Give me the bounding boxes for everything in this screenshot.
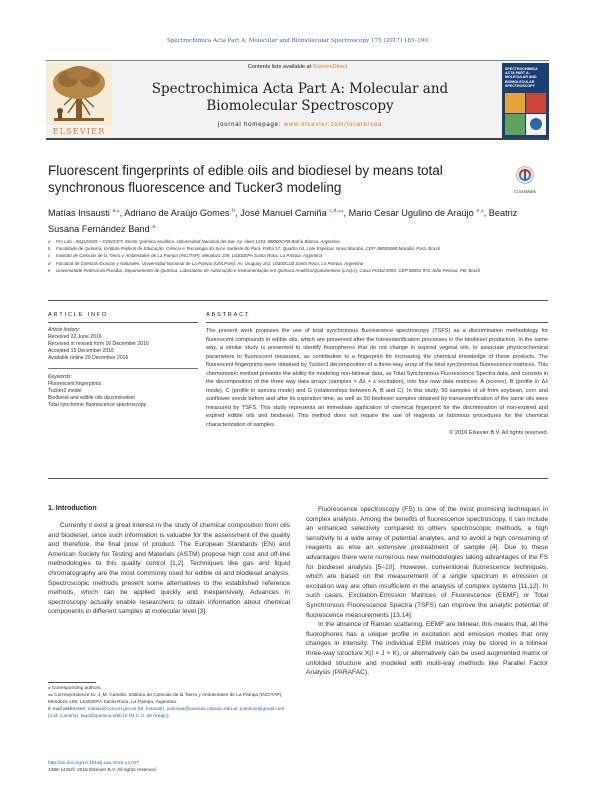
keywords-label: Keywords: [48,374,72,380]
keyword-item: Total synchronic fluorescence spectroscopy [48,402,147,408]
affiliation-key: e [48,267,51,273]
author-name[interactable]: Beatriz Susana Fernández Band [48,208,518,234]
sciencedirect-link[interactable]: ScienceDirect [312,64,348,70]
author-affiliation-marker[interactable]: a [152,223,156,230]
author-affiliation-marker[interactable]: a,⁎ [112,208,120,214]
contents-line [46,64,549,70]
affiliation-key: c [48,253,51,259]
journal-title: Spectrochimica Acta Part A: Molecular and Biomolecular Spectroscopy [151,81,449,114]
journal-homepage [110,122,490,128]
affiliations [48,238,548,274]
history-item: Received in revised form 16 December 2016 [48,341,149,347]
keyword-item: Fluorescent fingerprints [48,381,102,387]
affiliation-text: Facultad de Ciencias Exactas y Naturales, Universidad Nacional de La Pampa (UNLPam), Av. Uruguay 151, L6300CLB Santa Rosa, La Pampa, Argentina [56,260,364,266]
intro-right-paragraph: In the absence of Raman scattering, EEMF are bilinear, this means that, all the fluorophores has a unique profile in excitation and emission modes that only changes in intensity. The individual EEM matrices may be stored in a trilinear three-way structure X(I × J × K), or alternatively can be used augmented matrix or unfolded structure and modeled with multi-way methods like Parallel Factor Analysis (PARAFAC), [306,621,548,677]
footnote-correspondence: ⁎⁎ Correspondence to: J. M. Camiña, Instituto de Ciencias de la Tierra y Ambientales de La Pampa (INCITAP), Mendoza 109, L6302EPA Santa Rosa, La Pampa, Argentina. [48,692,283,705]
intro-right-column [306,505,548,678]
cover-title: SPECTROCHIMICA ACTA PART A: MOLECULAR AND BIOMOLECULAR SPECTROSCOPY [505,67,538,88]
article-title: Fluorescent fingerprints of edible oils and biodiesel by means total synchronous fluorescence and Tucker3 modeling [48,163,443,195]
issn-copyright: 1386-1425/© 2016 Elsevier B.V. All rights reserved. [48,767,157,773]
affiliation-item [48,252,548,259]
history-item: Received 22 June 2016 [48,334,102,340]
footnotes [48,686,290,721]
keyword-item: Biodiesel and edible oils discrimination [48,395,136,401]
author-affiliation-marker[interactable]: e,⁎ [476,208,484,214]
contents-prefix: Contents lists available at [247,64,313,70]
affiliation-item [48,245,548,252]
author-name[interactable]: Matías Insausti [48,208,110,219]
intro-heading: 1. Introduction [48,505,97,512]
email-label: E-mail addresses: [48,706,87,712]
email-addresses[interactable]: matias@conicet.gov.ar (M. Insausti), jcaminia@exactas.unlpam.edu.ar, jcaminia@gmail.com (J.M. Camiña), laqa@quimica.ufpb.br (M.C.U. de Araújo). [48,706,285,719]
affiliation-text: Universidade Federal da Paraíba, Departamento de Química, Laboratório de Automação e Instrumentação em Química Analítica/Quimiometria (LAQA), Caixa Postal 5093, CEP 58051-970 João Pessoa, PB, Brazil [56,267,480,273]
journal-cover-image [502,63,549,138]
author-name[interactable]: Adriano de Araújo Gomes [124,208,230,219]
cover-artwork [505,93,546,135]
author-list: Matías Insausti $^{a,⁎}$, Adriano de Araújo Gomes $^b$, José Manuel Camiña $^{c,d,⁎⁎}$, Mario Cesar Ugulino de Araújo $^{e,⁎}$, Beatriz Susana Fernández Band $^a$ [48,208,518,234]
intro-right-paragraph: Fluorescence spectroscopy (FS) is one of the most promising techniques in complex analysis. Among the benefits of fluorescence spectroscopy, it can include an enhanced selectivity compared to others spectroscopic methods, a high sensitivity to a wide array of potential analytes, and to avoid a high consuming of reagents as else an extensive pretreatment of sample [4]. Due to these advantages there were numerous new methodologies taking advantages of the FS for biodiesel analysis [5–10]. However, conventional fluorescence techniques, which are based on the measurement of a single spectrum in emission or excitation way are often insufficient in the analysis of complex systems [11,12]. In such cases, Excitation-Emission Matrices of Fluorescence (EEMF) or Total Synchronous Fluorescence Spectra (TSFS) can improve the analytic potential of fluorescence measurements [13,14]. [306,506,548,619]
article-info-caption-wrap [48,312,198,318]
elsevier-wordmark: ELSEVIER [52,127,106,136]
crossmark-badge[interactable] [505,166,545,194]
intro-left-paragraph: Currently it exist a great interest in the study of chemical composition from oils and biodiesel, since such information is valuable for the assessment of the quality and therefore, the final price of product. The European Standards (EN) and American Society for Testing and Materials (ASTM) propose high cost and off-line methodologies to this quality control [1,2]. Techniques like gas and liquid chromatography are the most commonly used for edible oil and biodiesel analysis. Spectroscopic methods present some alternatives to the established reference methods, which can be applied quickly and inexpensively. Advances in spectroscopy actually enable researchers to obtain information about chemical components in different samples at molecular level [3]. [48,522,290,616]
section-divider-bottom [48,478,548,479]
footnote-corresponding: ⁎ Corresponding authors. [48,686,102,691]
history-label: Article history: [48,327,80,333]
footnote-emails [48,707,290,721]
affiliation-text: Faculdade de Química, Instituto Federal de Educação, Ciência e Tecnologia do Sul e Sudeste do Pará, Folha 17, Quadra 04, Lote Especial, Nova Marabá, CEP: 68505080 Marabá, Pará, Brazil [56,246,440,252]
elsevier-tree-logo [46,63,112,125]
abstract-copyright: © 2016 Elsevier B.V. All rights reserved. [449,429,548,436]
author-name[interactable]: Mario Cesar Ugulino de Araújo [348,208,474,219]
abstract-rule [206,322,548,323]
affiliation-item [48,260,548,267]
article-info-rule [48,322,198,323]
affiliation-key: b [48,246,51,252]
history-item: Accepted 19 December 2016 [48,348,114,354]
author-affiliation-marker[interactable]: b [232,208,236,214]
crossmark-icon [516,166,534,184]
affiliation-key: d [48,260,51,266]
article-info-caption: ARTICLE INFO [48,312,109,318]
footnote-rule [48,682,96,683]
article-info [48,327,198,409]
affiliation-key: a [48,239,51,244]
keyword-item: Tucker3 model [48,388,82,394]
abstract [206,327,548,436]
homepage-prefix: journal homepage: [217,122,284,128]
crossmark-label: CrossMark [514,189,536,194]
affiliation-text: FIA Lab., INQUISUR – CONICET, Sector Química Analítica, Universidad Nacional del Sur. Av. Alem 1253, B8000CPB Bahía Blanca, Argentina [56,239,340,244]
abstract-caption: ABSTRACT [206,312,251,318]
history-item: Available online 29 December 2016 [48,355,129,361]
section-divider [48,300,548,301]
abstract-body: The present work proposes the use of total synchronous fluorescence spectroscopy (TSFS) as a discrimination methodology for fluorescent compounds in edible oils, which are preserved after the transesterification processes in the biodiesel production. In the same way, a similar study is presented to identify fluorophores that do not change in expired vegetal oils, to associate physicochemical parameters to fluorescent measures, as contribution to a fingerprint for increasing the chemical knowledge of these products. The fluorescent fingerprints were obtained by Tucker3 decomposition of a three-way array of the total synchronous fluorescence matrices. This chemometric method presents the ability for modeling non-bilinear data, as Total Synchronous Fluorescence Spectra data, and consists in the decomposition of the three way data arrays (samples × Δλ × λ excitation), into four new data matrices: A (scores), B (profile in Δλ mode), C (profile in spectra mode) and G (relationships between A, B and C). In this study, 50 samples of oil from soybean, corn and sunflower seeds before and after its expiration time, as well as 50 biodiesel samples obtained by transesterification of the same oils were measured by TSFS. This study represents an immediate application of chemical fingerprint for the discrimination of non-expired and expired edible oils and biodiesel. This method does not require the use of reagents or laborious procedures for the chemical characterization of samples. [206,328,548,429]
info-divider [48,368,198,369]
journal-reference[interactable]: Spectrochimica Acta Part A: Molecular and Biomolecular Spectroscopy 175 (2017) 185–190 [167,38,428,44]
affiliation-item [48,238,548,245]
doi-block [48,761,308,775]
doi-link[interactable]: http://dx.doi.org/10.1016/j.saa.2016.12.027 [48,761,140,766]
abstract-caption-wrap [206,312,548,318]
affiliation-text: Instituto de Ciencias de la Tierra y Ambientales de La Pampa (INCITAP), Mendoza 109, L6302EPA Santa Rosa, La Pampa, Argentina [56,253,323,259]
affiliation-item [48,267,548,274]
author-name[interactable]: José Manuel Camiña [240,208,327,219]
author-affiliation-marker[interactable]: c,d,⁎⁎ [329,208,344,214]
homepage-url[interactable]: www.elsevier.com/locate/saa [283,122,383,128]
